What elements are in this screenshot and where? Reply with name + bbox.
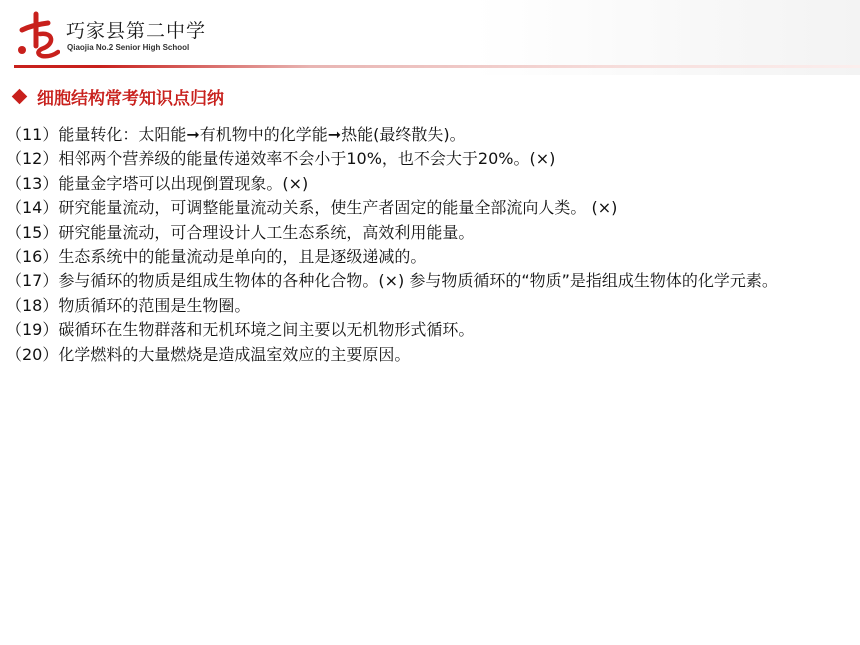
school-name-english: Qiaojia No.2 Senior High School <box>67 43 190 52</box>
list-item: （11）能量转化：太阳能➞有机物中的化学能➞热能(最终散失)。 <box>6 125 466 144</box>
header-divider <box>14 65 860 68</box>
section-title: 细胞结构常考知识点归纳 <box>37 89 224 109</box>
header-bar <box>0 0 860 75</box>
list-item: （19）碳循环在生物群落和无机环境之间主要以无机物形式循环。 <box>6 320 475 340</box>
list-item: （20）化学燃料的大量燃烧是造成温室效应的主要原因。 <box>6 344 411 364</box>
school-name: 巧家县第二中学 <box>66 20 207 42</box>
section-heading <box>10 84 224 109</box>
diamond-bullet-icon <box>12 89 28 105</box>
list-item: （12）相邻两个营养级的能量传递效率不会小于10%，也不会大于20%。(×) <box>6 149 556 169</box>
list-item: （14）研究能量流动，可调整能量流动关系，使生产者固定的能量全部流向人类。 (×) <box>6 198 618 218</box>
knowledge-list <box>6 123 846 367</box>
list-item: （15）研究能量流动，可合理设计人工生态系统，高效利用能量。 <box>6 222 475 242</box>
list-item: （18）物质循环的范围是生物圈。 <box>6 295 251 315</box>
school-logo-icon <box>14 10 60 60</box>
list-item: （13）能量金字塔可以出现倒置现象。(×) <box>6 173 309 193</box>
list-item: （17）参与循环的物质是组成生物体的各种化合物。(×) 参与物质循环的“物质”是指组成生物体的化学元素。 <box>6 271 778 291</box>
list-item: （16）生态系统中的能量流动是单向的，且是逐级递减的。 <box>6 247 427 267</box>
